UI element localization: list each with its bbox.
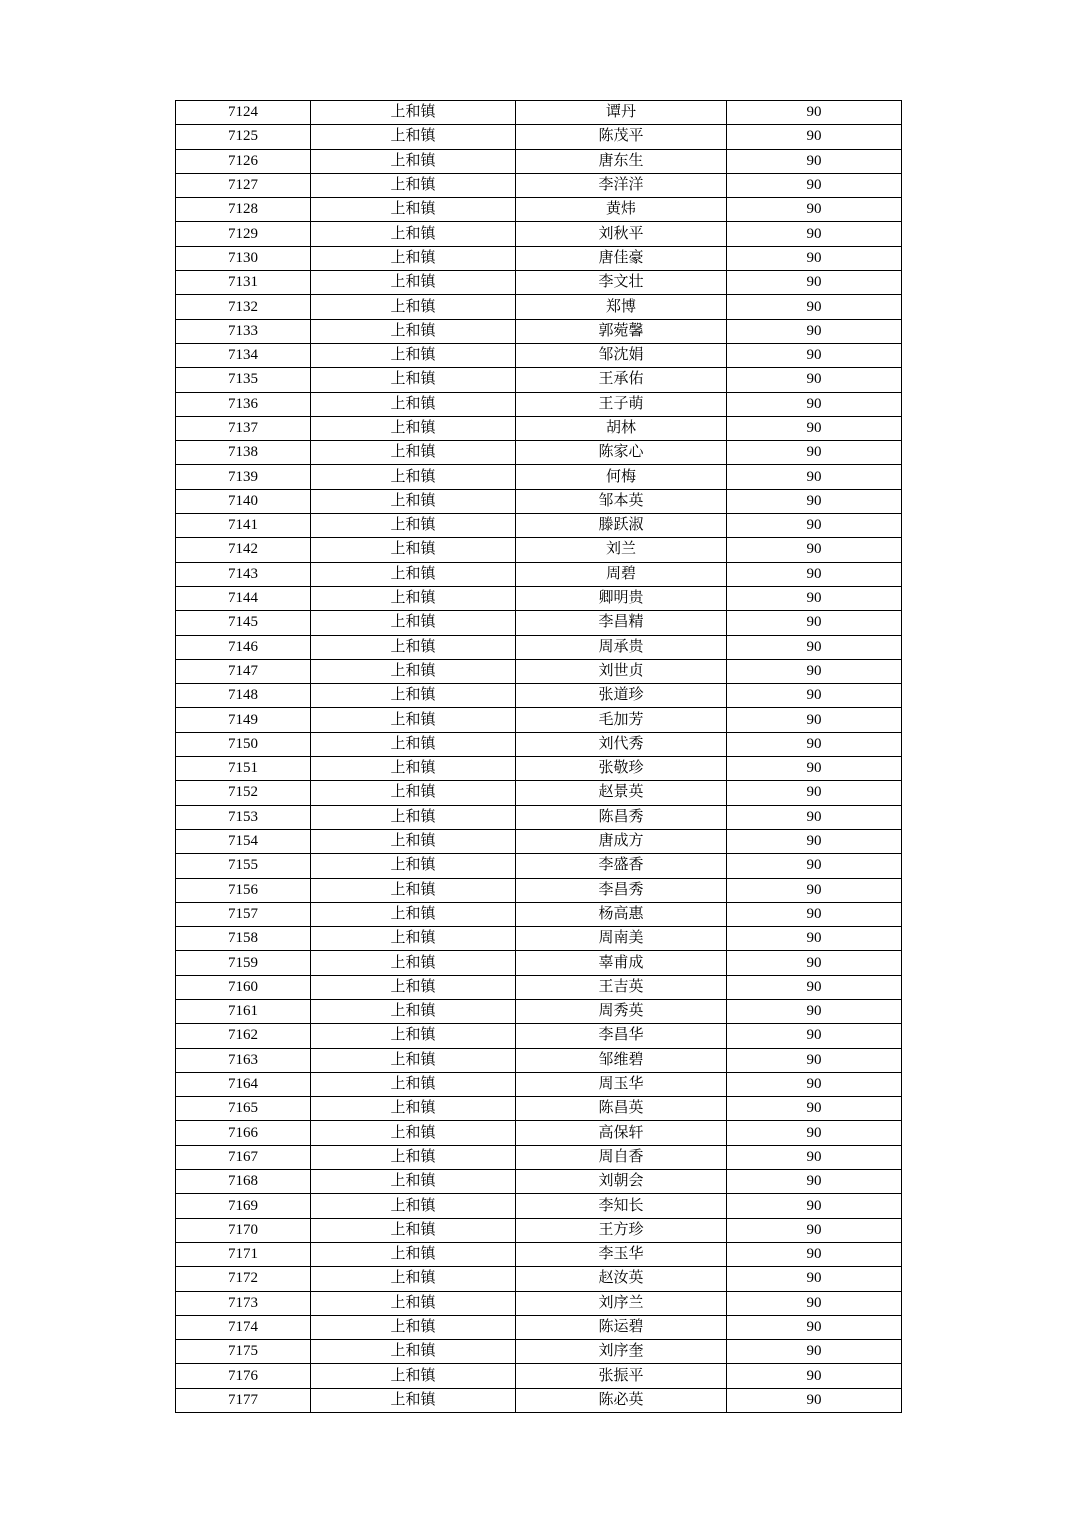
cell-id: 7132 <box>176 295 311 319</box>
cell-score: 90 <box>727 708 902 732</box>
cell-score: 90 <box>727 1145 902 1169</box>
table-row <box>176 684 902 708</box>
cell-id: 7143 <box>176 562 311 586</box>
table-row <box>176 1145 902 1169</box>
cell-score: 90 <box>727 538 902 562</box>
cell-score: 90 <box>727 1072 902 1096</box>
cell-town: 上和镇 <box>311 198 516 222</box>
cell-score: 90 <box>727 125 902 149</box>
cell-score: 90 <box>727 246 902 270</box>
cell-name: 郭菀馨 <box>516 319 727 343</box>
cell-id: 7133 <box>176 319 311 343</box>
table-row <box>176 1048 902 1072</box>
table-row <box>176 149 902 173</box>
cell-score: 90 <box>727 198 902 222</box>
cell-id: 7161 <box>176 999 311 1023</box>
cell-town: 上和镇 <box>311 101 516 125</box>
table-row <box>176 222 902 246</box>
cell-name: 郑博 <box>516 295 727 319</box>
cell-name: 周自香 <box>516 1145 727 1169</box>
cell-town: 上和镇 <box>311 246 516 270</box>
table-row <box>176 319 902 343</box>
cell-id: 7128 <box>176 198 311 222</box>
cell-town: 上和镇 <box>311 343 516 367</box>
cell-score: 90 <box>727 902 902 926</box>
cell-id: 7171 <box>176 1242 311 1266</box>
cell-name: 刘朝会 <box>516 1170 727 1194</box>
cell-id: 7167 <box>176 1145 311 1169</box>
table-row <box>176 1024 902 1048</box>
cell-name: 刘序兰 <box>516 1291 727 1315</box>
cell-id: 7131 <box>176 271 311 295</box>
cell-id: 7130 <box>176 246 311 270</box>
cell-name: 周承贵 <box>516 635 727 659</box>
cell-id: 7153 <box>176 805 311 829</box>
table-row <box>176 1072 902 1096</box>
results-table-body <box>176 101 902 1413</box>
cell-id: 7160 <box>176 975 311 999</box>
cell-score: 90 <box>727 562 902 586</box>
cell-town: 上和镇 <box>311 441 516 465</box>
cell-score: 90 <box>727 829 902 853</box>
cell-id: 7141 <box>176 514 311 538</box>
cell-score: 90 <box>727 586 902 610</box>
table-row <box>176 951 902 975</box>
table-row <box>176 198 902 222</box>
table-row <box>176 1121 902 1145</box>
cell-score: 90 <box>727 1315 902 1339</box>
cell-name: 高保轩 <box>516 1121 727 1145</box>
table-row <box>176 927 902 951</box>
cell-name: 王方珍 <box>516 1218 727 1242</box>
cell-name: 辜甫成 <box>516 951 727 975</box>
cell-id: 7175 <box>176 1340 311 1364</box>
cell-town: 上和镇 <box>311 1242 516 1266</box>
cell-id: 7159 <box>176 951 311 975</box>
cell-town: 上和镇 <box>311 514 516 538</box>
cell-id: 7137 <box>176 416 311 440</box>
cell-name: 张振平 <box>516 1364 727 1388</box>
cell-town: 上和镇 <box>311 368 516 392</box>
cell-name: 刘序奎 <box>516 1340 727 1364</box>
cell-town: 上和镇 <box>311 927 516 951</box>
cell-town: 上和镇 <box>311 465 516 489</box>
cell-town: 上和镇 <box>311 1291 516 1315</box>
cell-town: 上和镇 <box>311 684 516 708</box>
cell-town: 上和镇 <box>311 781 516 805</box>
cell-town: 上和镇 <box>311 1388 516 1412</box>
table-row <box>176 586 902 610</box>
cell-name: 邹维碧 <box>516 1048 727 1072</box>
cell-id: 7162 <box>176 1024 311 1048</box>
cell-id: 7163 <box>176 1048 311 1072</box>
cell-score: 90 <box>727 1024 902 1048</box>
cell-name: 陈必英 <box>516 1388 727 1412</box>
cell-town: 上和镇 <box>311 1170 516 1194</box>
cell-name: 卿明贵 <box>516 586 727 610</box>
cell-name: 李昌精 <box>516 611 727 635</box>
cell-name: 赵景英 <box>516 781 727 805</box>
table-row <box>176 295 902 319</box>
cell-name: 周玉华 <box>516 1072 727 1096</box>
cell-town: 上和镇 <box>311 1024 516 1048</box>
cell-id: 7177 <box>176 1388 311 1412</box>
table-row <box>176 465 902 489</box>
cell-town: 上和镇 <box>311 1048 516 1072</box>
cell-town: 上和镇 <box>311 1145 516 1169</box>
cell-town: 上和镇 <box>311 1364 516 1388</box>
cell-name: 刘代秀 <box>516 732 727 756</box>
cell-name: 王子萌 <box>516 392 727 416</box>
cell-town: 上和镇 <box>311 902 516 926</box>
cell-town: 上和镇 <box>311 829 516 853</box>
cell-name: 黄炜 <box>516 198 727 222</box>
cell-town: 上和镇 <box>311 757 516 781</box>
cell-town: 上和镇 <box>311 951 516 975</box>
cell-id: 7155 <box>176 854 311 878</box>
cell-score: 90 <box>727 173 902 197</box>
cell-name: 陈昌秀 <box>516 805 727 829</box>
cell-town: 上和镇 <box>311 854 516 878</box>
cell-score: 90 <box>727 271 902 295</box>
table-row <box>176 1170 902 1194</box>
cell-score: 90 <box>727 1121 902 1145</box>
cell-name: 张道珍 <box>516 684 727 708</box>
cell-score: 90 <box>727 781 902 805</box>
table-row <box>176 343 902 367</box>
cell-score: 90 <box>727 659 902 683</box>
cell-town: 上和镇 <box>311 975 516 999</box>
cell-score: 90 <box>727 684 902 708</box>
cell-name: 何梅 <box>516 465 727 489</box>
cell-score: 90 <box>727 611 902 635</box>
table-row <box>176 854 902 878</box>
cell-name: 李文壮 <box>516 271 727 295</box>
cell-name: 王承佑 <box>516 368 727 392</box>
table-row <box>176 781 902 805</box>
table-row <box>176 489 902 513</box>
results-table <box>175 100 902 1413</box>
cell-name: 唐成方 <box>516 829 727 853</box>
cell-id: 7126 <box>176 149 311 173</box>
cell-id: 7138 <box>176 441 311 465</box>
cell-town: 上和镇 <box>311 1218 516 1242</box>
table-row <box>176 441 902 465</box>
cell-name: 周秀英 <box>516 999 727 1023</box>
cell-id: 7147 <box>176 659 311 683</box>
cell-id: 7136 <box>176 392 311 416</box>
table-row <box>176 125 902 149</box>
table-row <box>176 1340 902 1364</box>
cell-town: 上和镇 <box>311 222 516 246</box>
cell-score: 90 <box>727 416 902 440</box>
cell-id: 7154 <box>176 829 311 853</box>
cell-name: 谭丹 <box>516 101 727 125</box>
cell-score: 90 <box>727 1291 902 1315</box>
cell-id: 7149 <box>176 708 311 732</box>
table-row <box>176 1097 902 1121</box>
cell-name: 李玉华 <box>516 1242 727 1266</box>
cell-id: 7139 <box>176 465 311 489</box>
cell-id: 7142 <box>176 538 311 562</box>
cell-score: 90 <box>727 1097 902 1121</box>
cell-id: 7125 <box>176 125 311 149</box>
cell-town: 上和镇 <box>311 1072 516 1096</box>
cell-town: 上和镇 <box>311 1097 516 1121</box>
cell-name: 王吉英 <box>516 975 727 999</box>
cell-town: 上和镇 <box>311 295 516 319</box>
cell-name: 陈家心 <box>516 441 727 465</box>
cell-name: 陈昌英 <box>516 1097 727 1121</box>
table-row <box>176 975 902 999</box>
cell-name: 唐佳豪 <box>516 246 727 270</box>
cell-id: 7168 <box>176 1170 311 1194</box>
table-row <box>176 1291 902 1315</box>
cell-town: 上和镇 <box>311 999 516 1023</box>
cell-name: 李昌华 <box>516 1024 727 1048</box>
cell-town: 上和镇 <box>311 805 516 829</box>
cell-score: 90 <box>727 465 902 489</box>
cell-name: 邹沈娟 <box>516 343 727 367</box>
cell-name: 张敬珍 <box>516 757 727 781</box>
cell-score: 90 <box>727 878 902 902</box>
cell-id: 7156 <box>176 878 311 902</box>
cell-town: 上和镇 <box>311 611 516 635</box>
cell-id: 7140 <box>176 489 311 513</box>
cell-id: 7157 <box>176 902 311 926</box>
cell-town: 上和镇 <box>311 1315 516 1339</box>
cell-id: 7146 <box>176 635 311 659</box>
cell-score: 90 <box>727 441 902 465</box>
cell-name: 唐东生 <box>516 149 727 173</box>
cell-name: 赵汝英 <box>516 1267 727 1291</box>
cell-score: 90 <box>727 635 902 659</box>
cell-town: 上和镇 <box>311 1121 516 1145</box>
table-row <box>176 101 902 125</box>
cell-id: 7164 <box>176 1072 311 1096</box>
cell-name: 毛加芳 <box>516 708 727 732</box>
table-row <box>176 708 902 732</box>
table-row <box>176 246 902 270</box>
table-row <box>176 1364 902 1388</box>
cell-score: 90 <box>727 1364 902 1388</box>
cell-id: 7174 <box>176 1315 311 1339</box>
table-row <box>176 271 902 295</box>
table-row <box>176 1267 902 1291</box>
cell-id: 7172 <box>176 1267 311 1291</box>
cell-id: 7135 <box>176 368 311 392</box>
table-row <box>176 392 902 416</box>
cell-id: 7134 <box>176 343 311 367</box>
table-row <box>176 1388 902 1412</box>
table-row <box>176 1194 902 1218</box>
cell-score: 90 <box>727 1388 902 1412</box>
cell-id: 7169 <box>176 1194 311 1218</box>
cell-id: 7148 <box>176 684 311 708</box>
cell-score: 90 <box>727 392 902 416</box>
cell-score: 90 <box>727 368 902 392</box>
table-row <box>176 902 902 926</box>
cell-score: 90 <box>727 951 902 975</box>
cell-score: 90 <box>727 149 902 173</box>
cell-town: 上和镇 <box>311 732 516 756</box>
cell-id: 7158 <box>176 927 311 951</box>
table-row <box>176 514 902 538</box>
cell-score: 90 <box>727 295 902 319</box>
cell-town: 上和镇 <box>311 149 516 173</box>
cell-id: 7124 <box>176 101 311 125</box>
cell-score: 90 <box>727 1267 902 1291</box>
cell-score: 90 <box>727 1340 902 1364</box>
table-row <box>176 659 902 683</box>
cell-score: 90 <box>727 222 902 246</box>
cell-id: 7152 <box>176 781 311 805</box>
cell-name: 邹本英 <box>516 489 727 513</box>
table-row <box>176 1242 902 1266</box>
cell-town: 上和镇 <box>311 1340 516 1364</box>
cell-town: 上和镇 <box>311 392 516 416</box>
cell-score: 90 <box>727 975 902 999</box>
cell-name: 李盛香 <box>516 854 727 878</box>
cell-score: 90 <box>727 732 902 756</box>
cell-name: 刘世贞 <box>516 659 727 683</box>
table-row <box>176 538 902 562</box>
cell-town: 上和镇 <box>311 586 516 610</box>
cell-id: 7170 <box>176 1218 311 1242</box>
cell-score: 90 <box>727 1194 902 1218</box>
cell-score: 90 <box>727 927 902 951</box>
cell-name: 陈运碧 <box>516 1315 727 1339</box>
cell-score: 90 <box>727 343 902 367</box>
cell-name: 刘秋平 <box>516 222 727 246</box>
table-row <box>176 368 902 392</box>
cell-score: 90 <box>727 1170 902 1194</box>
cell-town: 上和镇 <box>311 489 516 513</box>
cell-id: 7150 <box>176 732 311 756</box>
cell-score: 90 <box>727 514 902 538</box>
cell-town: 上和镇 <box>311 659 516 683</box>
cell-id: 7127 <box>176 173 311 197</box>
table-row <box>176 757 902 781</box>
cell-score: 90 <box>727 757 902 781</box>
cell-town: 上和镇 <box>311 125 516 149</box>
cell-id: 7176 <box>176 1364 311 1388</box>
table-row <box>176 878 902 902</box>
cell-town: 上和镇 <box>311 271 516 295</box>
cell-score: 90 <box>727 805 902 829</box>
cell-town: 上和镇 <box>311 708 516 732</box>
table-row <box>176 562 902 586</box>
cell-score: 90 <box>727 1048 902 1072</box>
cell-id: 7165 <box>176 1097 311 1121</box>
cell-town: 上和镇 <box>311 1267 516 1291</box>
table-row <box>176 1315 902 1339</box>
cell-town: 上和镇 <box>311 878 516 902</box>
table-row <box>176 1218 902 1242</box>
cell-town: 上和镇 <box>311 416 516 440</box>
cell-name: 李昌秀 <box>516 878 727 902</box>
table-row <box>176 732 902 756</box>
cell-id: 7144 <box>176 586 311 610</box>
cell-score: 90 <box>727 1218 902 1242</box>
cell-town: 上和镇 <box>311 562 516 586</box>
cell-score: 90 <box>727 319 902 343</box>
cell-score: 90 <box>727 854 902 878</box>
table-row <box>176 635 902 659</box>
table-row <box>176 416 902 440</box>
cell-name: 李知长 <box>516 1194 727 1218</box>
cell-score: 90 <box>727 101 902 125</box>
cell-score: 90 <box>727 999 902 1023</box>
table-row <box>176 173 902 197</box>
table-row <box>176 999 902 1023</box>
cell-town: 上和镇 <box>311 635 516 659</box>
cell-id: 7166 <box>176 1121 311 1145</box>
table-row <box>176 611 902 635</box>
cell-score: 90 <box>727 489 902 513</box>
cell-name: 陈茂平 <box>516 125 727 149</box>
cell-town: 上和镇 <box>311 1194 516 1218</box>
cell-id: 7173 <box>176 1291 311 1315</box>
cell-name: 周碧 <box>516 562 727 586</box>
cell-name: 胡林 <box>516 416 727 440</box>
cell-town: 上和镇 <box>311 538 516 562</box>
table-row <box>176 829 902 853</box>
cell-name: 刘兰 <box>516 538 727 562</box>
cell-id: 7151 <box>176 757 311 781</box>
cell-name: 杨高惠 <box>516 902 727 926</box>
table-row <box>176 805 902 829</box>
cell-name: 滕跃淑 <box>516 514 727 538</box>
cell-town: 上和镇 <box>311 319 516 343</box>
cell-name: 周南美 <box>516 927 727 951</box>
cell-id: 7145 <box>176 611 311 635</box>
cell-town: 上和镇 <box>311 173 516 197</box>
cell-id: 7129 <box>176 222 311 246</box>
cell-name: 李洋洋 <box>516 173 727 197</box>
cell-score: 90 <box>727 1242 902 1266</box>
